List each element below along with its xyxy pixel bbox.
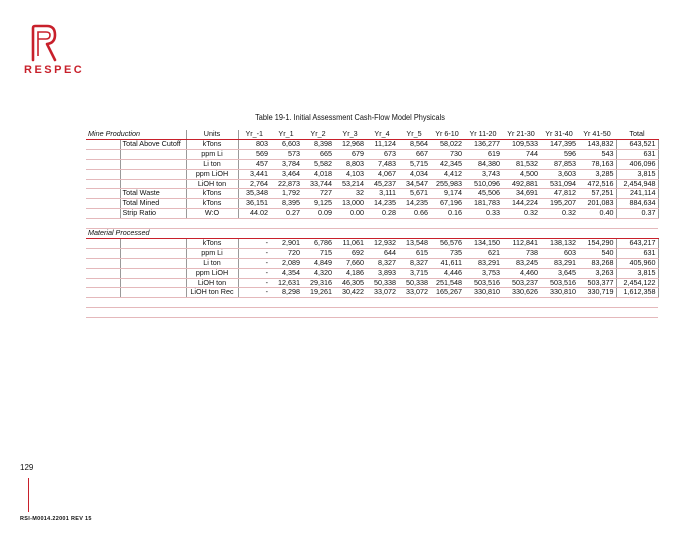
- value-cell: 596: [540, 149, 578, 159]
- value-cell: 195,207: [540, 199, 578, 209]
- empty-cell: [398, 298, 430, 308]
- table-row: [86, 149, 658, 159]
- value-cell: 83,291: [464, 258, 502, 268]
- column-header: Units: [186, 130, 238, 139]
- value-cell: 3,715: [398, 268, 430, 278]
- value-cell: 692: [334, 248, 366, 258]
- empty-cell: [464, 298, 502, 308]
- indent-cell: [86, 248, 120, 258]
- value-cell: 619: [464, 149, 502, 159]
- table-row: [86, 159, 658, 169]
- empty-cell: [270, 308, 302, 318]
- spacer-cell: [502, 219, 540, 229]
- value-cell: 4,320: [302, 268, 334, 278]
- row-label: Total Waste: [120, 189, 186, 199]
- value-cell: 6,786: [302, 238, 334, 248]
- empty-cell: [616, 308, 658, 318]
- value-cell: 255,983: [430, 179, 464, 189]
- value-cell: 30,422: [334, 288, 366, 298]
- row-label: [120, 169, 186, 179]
- value-cell: 143,832: [578, 139, 616, 149]
- value-cell: 738: [502, 248, 540, 258]
- value-cell: 4,500: [502, 169, 540, 179]
- spacer-cell: [464, 219, 502, 229]
- value-cell: 503,377: [578, 278, 616, 288]
- value-cell: 33,072: [398, 288, 430, 298]
- value-cell: 8,298: [270, 288, 302, 298]
- value-cell: 330,810: [464, 288, 502, 298]
- row-label: [120, 288, 186, 298]
- value-cell: 12,932: [366, 238, 398, 248]
- value-cell: 503,237: [502, 278, 540, 288]
- value-cell: -: [238, 258, 270, 268]
- row-label: Total Mined: [120, 199, 186, 209]
- value-cell: 643,217: [616, 238, 658, 248]
- value-cell: 41,611: [430, 258, 464, 268]
- value-cell: 4,460: [502, 268, 540, 278]
- value-cell: 0.40: [578, 209, 616, 219]
- row-unit: LiOH ton Rec: [186, 288, 238, 298]
- empty-cell: [540, 298, 578, 308]
- page-divider: [28, 478, 29, 512]
- value-cell: 330,626: [502, 288, 540, 298]
- value-cell: 621: [464, 248, 502, 258]
- value-cell: 8,327: [366, 258, 398, 268]
- value-cell: 109,533: [502, 139, 540, 149]
- indent-cell: [86, 278, 120, 288]
- indent-cell: [86, 139, 120, 149]
- value-cell: 42,345: [430, 159, 464, 169]
- value-cell: 2,089: [270, 258, 302, 268]
- value-cell: 36,151: [238, 199, 270, 209]
- value-cell: 492,881: [502, 179, 540, 189]
- value-cell: 8,395: [270, 199, 302, 209]
- value-cell: 330,719: [578, 288, 616, 298]
- spacer-cell: [238, 219, 270, 229]
- value-cell: 8,564: [398, 139, 430, 149]
- value-cell: 147,395: [540, 139, 578, 149]
- indent-cell: [86, 258, 120, 268]
- value-cell: 138,132: [540, 238, 578, 248]
- empty-cell: [186, 308, 238, 318]
- row-unit: LiOH ton: [186, 278, 238, 288]
- value-cell: 4,067: [366, 169, 398, 179]
- column-header: Yr_3: [334, 130, 366, 139]
- table-row: [86, 288, 658, 298]
- row-label: Total Above Cutoff: [120, 139, 186, 149]
- empty-cell: [302, 298, 334, 308]
- value-cell: 5,671: [398, 189, 430, 199]
- column-header: Yr 11-20: [464, 130, 502, 139]
- value-cell: 0.32: [540, 209, 578, 219]
- value-cell: 6,603: [270, 139, 302, 149]
- row-label: [120, 238, 186, 248]
- value-cell: 4,446: [430, 268, 464, 278]
- value-cell: 531,094: [540, 179, 578, 189]
- empty-cell: [464, 308, 502, 318]
- value-cell: 34,547: [398, 179, 430, 189]
- value-cell: 7,483: [366, 159, 398, 169]
- spacer-cell: [334, 219, 366, 229]
- value-cell: 405,960: [616, 258, 658, 268]
- value-cell: -: [238, 268, 270, 278]
- value-cell: 67,196: [430, 199, 464, 209]
- value-cell: 83,291: [540, 258, 578, 268]
- indent-cell: [86, 179, 120, 189]
- column-header: Yr 6-10: [430, 130, 464, 139]
- spacer-cell: [366, 219, 398, 229]
- value-cell: 0.28: [366, 209, 398, 219]
- value-cell: 644: [366, 248, 398, 258]
- row-label: [120, 258, 186, 268]
- empty-cell: [578, 308, 616, 318]
- value-cell: 8,803: [334, 159, 366, 169]
- column-header: Yr_1: [270, 130, 302, 139]
- empty-cell: [86, 308, 120, 318]
- value-cell: 615: [398, 248, 430, 258]
- document-id: RSI-M0014.22001 REV 15: [20, 516, 92, 522]
- row-label: [120, 278, 186, 288]
- section-title: Material Processed: [86, 229, 658, 239]
- spacer-cell: [120, 219, 186, 229]
- row-label: [120, 159, 186, 169]
- empty-cell: [120, 298, 186, 308]
- value-cell: 78,163: [578, 159, 616, 169]
- value-cell: 3,815: [616, 169, 658, 179]
- row-unit: Li ton: [186, 159, 238, 169]
- value-cell: 1,792: [270, 189, 302, 199]
- empty-cell: [502, 308, 540, 318]
- table-row: [86, 258, 658, 268]
- value-cell: 181,783: [464, 199, 502, 209]
- row-unit: ppm Li: [186, 149, 238, 159]
- column-header: Yr_5: [398, 130, 430, 139]
- value-cell: 4,186: [334, 268, 366, 278]
- table-title: Table 19-1. Initial Assessment Cash-Flow Model Physicals: [255, 113, 445, 122]
- value-cell: 144,224: [502, 199, 540, 209]
- value-cell: 665: [302, 149, 334, 159]
- value-cell: 29,316: [302, 278, 334, 288]
- table-row: [86, 199, 658, 209]
- value-cell: 58,022: [430, 139, 464, 149]
- value-cell: 735: [430, 248, 464, 258]
- value-cell: -: [238, 248, 270, 258]
- table-row: [86, 169, 658, 179]
- table-row: [86, 268, 658, 278]
- section-header-row: [86, 229, 658, 239]
- value-cell: 4,018: [302, 169, 334, 179]
- value-cell: 0.32: [502, 209, 540, 219]
- value-cell: -: [238, 238, 270, 248]
- value-cell: 4,412: [430, 169, 464, 179]
- row-unit: kTons: [186, 199, 238, 209]
- value-cell: 11,061: [334, 238, 366, 248]
- value-cell: 251,548: [430, 278, 464, 288]
- value-cell: 803: [238, 139, 270, 149]
- empty-cell: [238, 298, 270, 308]
- value-cell: 2,764: [238, 179, 270, 189]
- value-cell: 727: [302, 189, 334, 199]
- value-cell: 4,103: [334, 169, 366, 179]
- value-cell: 603: [540, 248, 578, 258]
- value-cell: 201,083: [578, 199, 616, 209]
- value-cell: 631: [616, 248, 658, 258]
- value-cell: 32: [334, 189, 366, 199]
- empty-cell: [540, 308, 578, 318]
- value-cell: 8,398: [302, 139, 334, 149]
- physicals-table: [86, 130, 659, 318]
- value-cell: 2,454,948: [616, 179, 658, 189]
- empty-cell: [270, 298, 302, 308]
- value-cell: 84,380: [464, 159, 502, 169]
- value-cell: 44.02: [238, 209, 270, 219]
- value-cell: 3,784: [270, 159, 302, 169]
- empty-cell: [86, 298, 120, 308]
- spacer-row: [86, 219, 658, 229]
- table-row: [86, 248, 658, 258]
- value-cell: 13,000: [334, 199, 366, 209]
- value-cell: 3,464: [270, 169, 302, 179]
- value-cell: 503,516: [464, 278, 502, 288]
- value-cell: 0.27: [270, 209, 302, 219]
- value-cell: 50,338: [398, 278, 430, 288]
- value-cell: 0.33: [464, 209, 502, 219]
- indent-cell: [86, 268, 120, 278]
- row-unit: LiOH ton: [186, 179, 238, 189]
- value-cell: 0.37: [616, 209, 658, 219]
- column-header: Yr_2: [302, 130, 334, 139]
- empty-cell: [430, 298, 464, 308]
- column-header: Yr 31-40: [540, 130, 578, 139]
- value-cell: 0.09: [302, 209, 334, 219]
- spacer-cell: [430, 219, 464, 229]
- indent-cell: [86, 189, 120, 199]
- value-cell: 50,338: [366, 278, 398, 288]
- value-cell: 45,237: [366, 179, 398, 189]
- value-cell: 730: [430, 149, 464, 159]
- value-cell: 2,454,122: [616, 278, 658, 288]
- value-cell: 87,853: [540, 159, 578, 169]
- value-cell: 2,901: [270, 238, 302, 248]
- respec-r-icon: [28, 24, 58, 62]
- value-cell: 573: [270, 149, 302, 159]
- value-cell: 3,753: [464, 268, 502, 278]
- table-row: [86, 209, 658, 219]
- row-unit: ppm LiOH: [186, 268, 238, 278]
- value-cell: 3,645: [540, 268, 578, 278]
- value-cell: 11,124: [366, 139, 398, 149]
- value-cell: 4,849: [302, 258, 334, 268]
- respec-wordmark: RESPEC: [24, 64, 85, 76]
- indent-cell: [86, 199, 120, 209]
- value-cell: 14,235: [398, 199, 430, 209]
- empty-cell: [366, 298, 398, 308]
- row-unit: Li ton: [186, 258, 238, 268]
- value-cell: 57,251: [578, 189, 616, 199]
- column-header: Yr 21-30: [502, 130, 540, 139]
- empty-cell: [398, 308, 430, 318]
- spacer-cell: [302, 219, 334, 229]
- column-header: Total: [616, 130, 658, 139]
- value-cell: 3,743: [464, 169, 502, 179]
- row-label: Strip Ratio: [120, 209, 186, 219]
- value-cell: 631: [616, 149, 658, 159]
- value-cell: 14,235: [366, 199, 398, 209]
- value-cell: 35,348: [238, 189, 270, 199]
- value-cell: 673: [366, 149, 398, 159]
- value-cell: 472,516: [578, 179, 616, 189]
- empty-cell: [120, 308, 186, 318]
- row-label: [120, 268, 186, 278]
- row-label: [120, 179, 186, 189]
- spacer-cell: [86, 219, 120, 229]
- row-unit: W:O: [186, 209, 238, 219]
- value-cell: 12,631: [270, 278, 302, 288]
- value-cell: 4,354: [270, 268, 302, 278]
- table-row: [86, 179, 658, 189]
- table-row: [86, 278, 658, 288]
- value-cell: 667: [398, 149, 430, 159]
- value-cell: 7,660: [334, 258, 366, 268]
- empty-cell: [186, 298, 238, 308]
- value-cell: 3,263: [578, 268, 616, 278]
- empty-cell: [334, 298, 366, 308]
- value-cell: 3,893: [366, 268, 398, 278]
- table-row: [86, 238, 658, 248]
- column-header: Yr_4: [366, 130, 398, 139]
- table-row: [86, 189, 658, 199]
- empty-cell: [430, 308, 464, 318]
- value-cell: 9,125: [302, 199, 334, 209]
- value-cell: 46,305: [334, 278, 366, 288]
- empty-cell: [334, 308, 366, 318]
- value-cell: 5,715: [398, 159, 430, 169]
- value-cell: 165,267: [430, 288, 464, 298]
- value-cell: 5,582: [302, 159, 334, 169]
- value-cell: 154,290: [578, 238, 616, 248]
- value-cell: 13,548: [398, 238, 430, 248]
- value-cell: 543: [578, 149, 616, 159]
- value-cell: -: [238, 278, 270, 288]
- indent-cell: [86, 209, 120, 219]
- value-cell: 134,150: [464, 238, 502, 248]
- value-cell: 3,815: [616, 268, 658, 278]
- value-cell: 3,285: [578, 169, 616, 179]
- empty-cell: [302, 308, 334, 318]
- value-cell: 45,506: [464, 189, 502, 199]
- empty-cell: [366, 308, 398, 318]
- value-cell: 3,603: [540, 169, 578, 179]
- value-cell: 53,214: [334, 179, 366, 189]
- indent-cell: [86, 159, 120, 169]
- value-cell: -: [238, 288, 270, 298]
- value-cell: 720: [270, 248, 302, 258]
- spacer-cell: [398, 219, 430, 229]
- value-cell: 22,873: [270, 179, 302, 189]
- value-cell: 136,277: [464, 139, 502, 149]
- spacer-cell: [270, 219, 302, 229]
- row-unit: ppm LiOH: [186, 169, 238, 179]
- section-title-mine-production: Mine Production: [86, 130, 186, 139]
- value-cell: 83,268: [578, 258, 616, 268]
- value-cell: 569: [238, 149, 270, 159]
- indent-cell: [86, 238, 120, 248]
- value-cell: 1,612,358: [616, 288, 658, 298]
- value-cell: 83,245: [502, 258, 540, 268]
- row-unit: kTons: [186, 238, 238, 248]
- row-unit: ppm Li: [186, 248, 238, 258]
- value-cell: 8,327: [398, 258, 430, 268]
- value-cell: 540: [578, 248, 616, 258]
- row-label: [120, 149, 186, 159]
- value-cell: 9,174: [430, 189, 464, 199]
- value-cell: 0.16: [430, 209, 464, 219]
- value-cell: 679: [334, 149, 366, 159]
- page-number: 129: [20, 463, 34, 472]
- value-cell: 56,576: [430, 238, 464, 248]
- header-row: [86, 130, 658, 139]
- respec-logo: [24, 24, 84, 84]
- spacer-cell: [616, 219, 658, 229]
- value-cell: 34,691: [502, 189, 540, 199]
- value-cell: 12,968: [334, 139, 366, 149]
- indent-cell: [86, 149, 120, 159]
- value-cell: 715: [302, 248, 334, 258]
- value-cell: 744: [502, 149, 540, 159]
- indent-cell: [86, 169, 120, 179]
- value-cell: 503,516: [540, 278, 578, 288]
- value-cell: 643,521: [616, 139, 658, 149]
- spacer-cell: [186, 219, 238, 229]
- value-cell: 510,096: [464, 179, 502, 189]
- row-unit: kTons: [186, 189, 238, 199]
- value-cell: 0.00: [334, 209, 366, 219]
- spacer-cell: [578, 219, 616, 229]
- value-cell: 112,841: [502, 238, 540, 248]
- indent-cell: [86, 288, 120, 298]
- column-header: Yr 41-50: [578, 130, 616, 139]
- empty-row: [86, 308, 658, 318]
- table-row: [86, 139, 658, 149]
- value-cell: 3,111: [366, 189, 398, 199]
- value-cell: 33,072: [366, 288, 398, 298]
- empty-cell: [238, 308, 270, 318]
- value-cell: 0.66: [398, 209, 430, 219]
- row-unit: kTons: [186, 139, 238, 149]
- value-cell: 406,096: [616, 159, 658, 169]
- value-cell: 330,810: [540, 288, 578, 298]
- column-header: Yr_-1: [238, 130, 270, 139]
- value-cell: 457: [238, 159, 270, 169]
- empty-cell: [578, 298, 616, 308]
- empty-row: [86, 298, 658, 308]
- value-cell: 884,634: [616, 199, 658, 209]
- value-cell: 241,114: [616, 189, 658, 199]
- value-cell: 33,744: [302, 179, 334, 189]
- empty-cell: [502, 298, 540, 308]
- value-cell: 3,441: [238, 169, 270, 179]
- spacer-cell: [540, 219, 578, 229]
- value-cell: 4,034: [398, 169, 430, 179]
- value-cell: 47,812: [540, 189, 578, 199]
- row-label: [120, 248, 186, 258]
- value-cell: 81,532: [502, 159, 540, 169]
- value-cell: 19,261: [302, 288, 334, 298]
- empty-cell: [616, 298, 658, 308]
